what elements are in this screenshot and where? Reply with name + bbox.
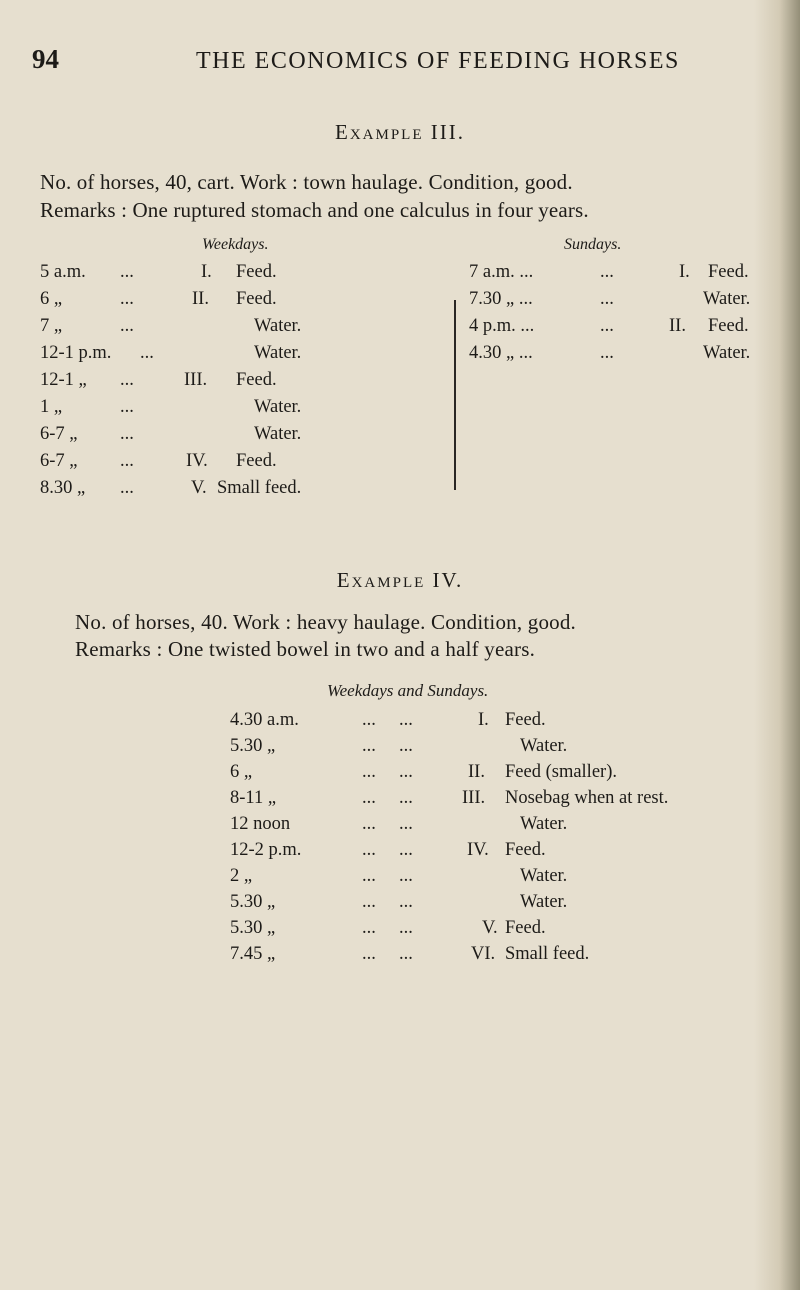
example-4-heading: Example IV. [336, 568, 464, 592]
time: 6 „ [230, 762, 253, 782]
feed-item: Feed. [708, 262, 749, 282]
running-head [0, 44, 800, 78]
example-3-line-2: Remarks : One ruptured stomach and one calculus in four years. [40, 198, 589, 222]
leader-dots: ... ... [362, 788, 413, 808]
running-title: THE ECONOMICS OF FEEDING HORSES [196, 48, 680, 74]
feed-number: III. [184, 370, 208, 390]
time: 8.30 „ [40, 478, 86, 498]
feed-item: Feed. [236, 262, 277, 282]
feed-item: Feed. [236, 451, 277, 471]
page-number: 94 [32, 44, 59, 74]
time: 12-2 p.m. [230, 840, 302, 860]
leader-dots: ... ... [362, 892, 413, 912]
leader-dots: ... [600, 343, 614, 363]
feed-item: Water. [520, 866, 568, 886]
leader-dots: ... ... [362, 736, 413, 756]
feed-item: Small feed. [505, 944, 590, 964]
example-3-heading: Example III. [335, 120, 465, 144]
feed-item: Water. [520, 892, 568, 912]
time: 5.30 „ [230, 736, 276, 756]
feed-item: Water. [703, 343, 751, 363]
feed-item: Small feed. [217, 478, 302, 498]
leader-dots: ... [120, 289, 134, 309]
feed-item: Water. [254, 424, 302, 444]
leader-dots: ... [120, 424, 134, 444]
example-4-line-2: Remarks : One twisted bowel in two and a half years. [75, 637, 536, 661]
sundays-heading: Sundays. [564, 236, 622, 253]
time: 5.30 „ [230, 918, 276, 938]
leader-dots: ... ... [362, 814, 413, 834]
feed-number: II. [192, 289, 209, 309]
leader-dots: ... [140, 343, 154, 363]
feed-item: Feed (smaller). [505, 762, 617, 782]
weekdays-and-sundays-heading: Weekdays and Sundays. [327, 681, 489, 700]
feed-number: III. [462, 788, 486, 808]
feed-number: II. [468, 762, 485, 782]
feed-item: Feed. [505, 918, 546, 938]
time: 6-7 „ [40, 424, 78, 444]
feed-item: Feed. [236, 370, 277, 390]
time: 2 „ [230, 866, 253, 886]
time: 6 „ [40, 289, 63, 309]
feed-item: Water. [254, 397, 302, 417]
leader-dots: ... [600, 289, 614, 309]
leader-dots: ... [120, 262, 134, 282]
feed-item: Water. [254, 316, 302, 336]
feed-item: Water. [254, 343, 302, 363]
leader-dots: ... [600, 316, 614, 336]
feed-item: Water. [520, 736, 568, 756]
feed-item: Feed. [236, 289, 277, 309]
feed-number: V. [482, 918, 498, 938]
time: 4.30 „ ... [469, 343, 533, 363]
leader-dots: ... [120, 370, 134, 390]
time: 5.30 „ [230, 892, 276, 912]
time: 7.30 „ ... [469, 289, 533, 309]
example-3-line-1: No. of horses, 40, cart. Work : town haulage. Condition, good. [40, 170, 573, 194]
time: 12-1 p.m. [40, 343, 112, 363]
time: 1 „ [40, 397, 63, 417]
time: 6-7 „ [40, 451, 78, 471]
leader-dots: ... [120, 316, 134, 336]
time: 12-1 „ [40, 370, 87, 390]
feed-number: II. [669, 316, 686, 336]
time: 12 noon [230, 814, 291, 834]
leader-dots: ... ... [362, 944, 413, 964]
leader-dots: ... ... [362, 762, 413, 782]
feed-item: Water. [703, 289, 751, 309]
feed-number: V. [191, 478, 207, 498]
time: 7 „ [40, 316, 63, 336]
leader-dots: ... [120, 478, 134, 498]
feed-item: Nosebag when at rest. [505, 788, 669, 808]
leader-dots: ... ... [362, 710, 413, 730]
feed-number: I. [478, 710, 489, 730]
time: 5 a.m. [40, 262, 86, 282]
feed-item: Feed. [708, 316, 749, 336]
feed-number: I. [201, 262, 212, 282]
leader-dots: ... [120, 451, 134, 471]
feed-item: Water. [520, 814, 568, 834]
weekdays-heading: Weekdays. [202, 236, 269, 253]
example-4-line-1: No. of horses, 40. Work : heavy haulage. Condition, good. [75, 610, 577, 634]
feed-number: I. [679, 262, 690, 282]
feed-item: Feed. [505, 840, 546, 860]
time: 7 a.m. ... [469, 262, 534, 282]
leader-dots: ... ... [362, 918, 413, 938]
feed-number: IV. [467, 840, 489, 860]
time: 7.45 „ [230, 944, 276, 964]
leader-dots: ... [600, 262, 614, 282]
column-divider [454, 300, 456, 490]
feed-number: VI. [471, 944, 496, 964]
feed-number: IV. [186, 451, 208, 471]
time: 8-11 „ [230, 788, 277, 808]
leader-dots: ... ... [362, 866, 413, 886]
feed-item: Feed. [505, 710, 546, 730]
leader-dots: ... ... [362, 840, 413, 860]
time: 4 p.m. ... [469, 316, 535, 336]
time: 4.30 a.m. [230, 710, 299, 730]
page-edge-shadow [754, 0, 800, 1290]
leader-dots: ... [120, 397, 134, 417]
